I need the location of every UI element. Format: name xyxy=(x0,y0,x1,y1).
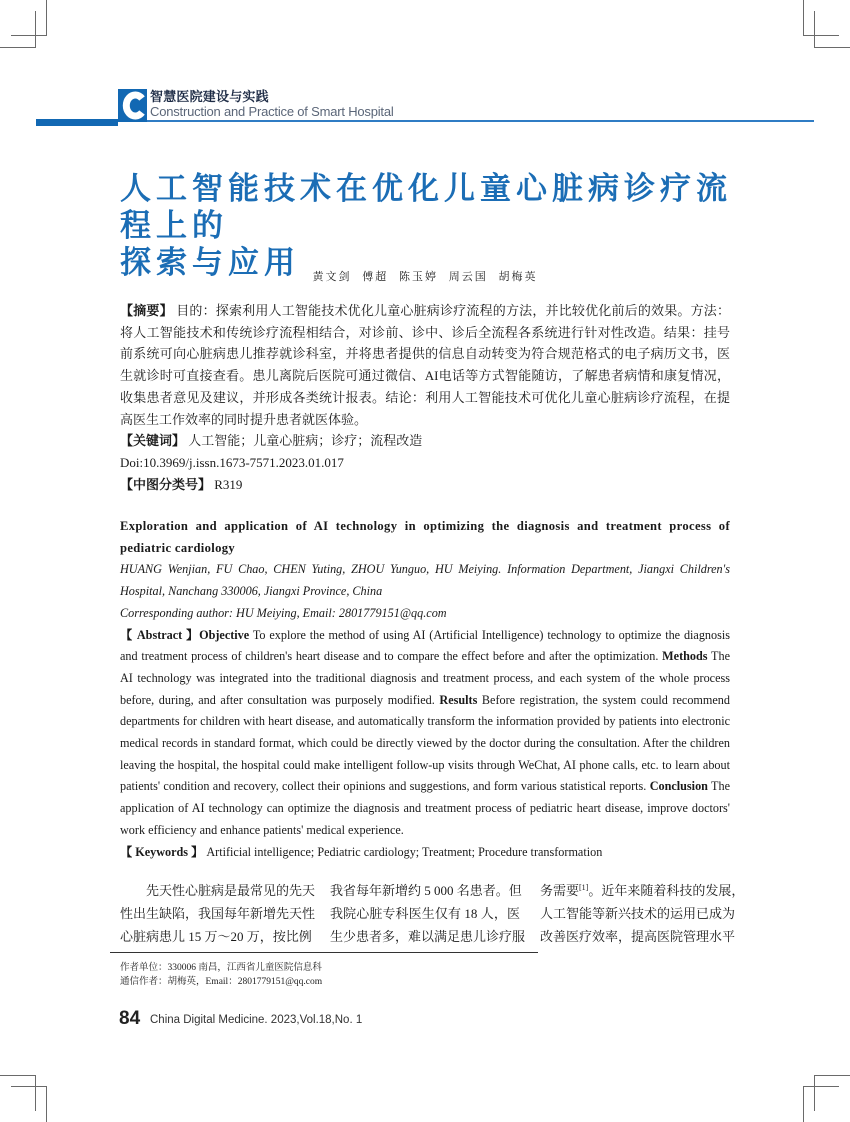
header-rule xyxy=(147,120,814,122)
english-abstract-body xyxy=(120,625,730,842)
crop-mark xyxy=(803,1086,839,1087)
english-keywords xyxy=(120,842,730,864)
body-column-2 xyxy=(330,879,526,948)
crop-mark xyxy=(803,0,804,36)
crop-mark xyxy=(814,47,850,48)
crop-mark xyxy=(11,35,47,36)
crop-mark xyxy=(814,1075,850,1076)
crop-mark xyxy=(11,1086,47,1087)
body-line: 我院心脏专科医生仅有 18 人，医 xyxy=(330,906,520,921)
abstract-label: 【摘要】 xyxy=(120,303,173,318)
section-title-en: Construction and Practice of Smart Hospital xyxy=(150,104,394,119)
objective-label: Objective xyxy=(199,627,250,642)
body-line: 人工智能等新兴技术的运用已成为 xyxy=(540,906,736,921)
methods-label: Methods xyxy=(662,649,708,664)
footnotes xyxy=(120,961,322,989)
clc-value: R319 xyxy=(211,476,243,492)
body-line: 生少患者多，难以满足患儿诊疗服 xyxy=(330,929,526,944)
conclusion-label: Conclusion xyxy=(649,779,708,794)
author-list: 黄文剑 傅超 陈玉婷 周云国 胡梅英 xyxy=(312,271,538,283)
header-accent-bar xyxy=(36,119,118,126)
section-logo xyxy=(118,89,147,122)
body-column-1 xyxy=(120,879,316,948)
article-title xyxy=(120,170,760,281)
crop-mark xyxy=(803,35,839,36)
keywords-en-label: 【 Keywords 】 xyxy=(120,844,204,859)
body-line: 我省每年新增约 5 000 名患者。但 xyxy=(330,883,522,898)
crop-mark xyxy=(814,11,815,47)
crop-mark xyxy=(0,47,36,48)
abstract-cn-body xyxy=(120,300,730,430)
abstract-cn xyxy=(120,300,730,495)
abstract-text: 目的：探索利用人工智能技术优化儿童心脏病诊疗流程的方法，并比较优化前后的效果。方法：将人工智能技术和传统诊疗流程相结合，对诊前、诊中、诊后全流程各系统进行针对性改造。结果：挂号前系统可向心脏病患儿推荐就诊科室，并将患者提供的信息自动转变为符合规范格式的电子病历文书，医生就诊时可直接查看。患儿离院后医院可通过微信、AI电话等方式智能随访，了解患者病情和康复情况，收集患者意见及建议，并形成各类统计报表。结论：利用人工智能技术可优化儿童心脏病诊疗流程，在提高医生工作效率的同时提升患者就医体验。 xyxy=(120,303,730,427)
crop-mark xyxy=(46,1086,47,1122)
doi: Doi:10.3969/j.issn.1673-7571.2023.01.017 xyxy=(120,454,344,470)
body-line: 心脏病患儿 15 万～20 万，按比例 xyxy=(120,929,312,944)
body-text: 务需要 xyxy=(540,883,580,898)
body-line xyxy=(540,879,745,902)
journal-citation: China Digital Medicine. 2023,Vol.18,No. 1 xyxy=(150,1014,363,1026)
body-line: 先天性心脏病是最常见的先天 xyxy=(146,883,316,898)
article-title-line1: 人工智能技术在优化儿童心脏病诊疗流程上的 xyxy=(120,171,732,243)
crop-mark xyxy=(0,1075,36,1076)
abstract-en-label: 【 Abstract 】 xyxy=(120,627,200,642)
methods-text: The AI technology was integrated into the traditional diagnosis and treatment process, and each system of the whole process before, during, and after consultation was purposely modified. xyxy=(120,649,730,707)
conclusion-text: The application of AI technology can optimize the diagnosis and treatment process of pediatric heart disease, improve doctors' work efficiency and enhance patients' medical experience. xyxy=(120,779,730,837)
english-title: Exploration and application of AI technology in optimizing the diagnosis and treatment process of pediatric cardiology xyxy=(120,519,730,555)
footnote-rule xyxy=(110,952,538,953)
section-title-cn: 智慧医院建设与实践 xyxy=(150,89,269,104)
keywords-en-text: Artificial intelligence; Pediatric cardiology; Treatment; Procedure transformation xyxy=(203,844,603,859)
clc-number xyxy=(120,474,730,496)
crop-mark xyxy=(35,11,36,47)
crop-mark xyxy=(803,1086,804,1122)
results-label: Results xyxy=(439,692,478,707)
citation-ref[interactable]: [1] xyxy=(579,883,589,892)
body-line: 性出生缺陷，我国每年新增先天性 xyxy=(120,906,316,921)
c-letter-icon xyxy=(118,89,147,122)
crop-mark xyxy=(46,0,47,36)
results-text: Before registration, the system could recommend departments for children with heart disease, and automatically transform the information provided by patients into electronic medical records in standard format, which could be directly viewed by the doctor during the consultation. After the children leaving the hospital, the hospital could make intelligent follow-up visits through WeChat, AI phone calls, etc. to learn about patients' condition and recovery, collect their opinions and suggestions, and form various statistical reports. xyxy=(120,692,730,794)
english-corresponding: Corresponding author: HU Meiying, Email: 2801779151@qq.com xyxy=(120,605,447,620)
crop-mark xyxy=(814,1075,815,1111)
keywords-text: 人工智能；儿童心脏病；诊疗；流程改造 xyxy=(185,433,423,449)
body-column-3 xyxy=(540,879,745,948)
keywords-label: 【关键词】 xyxy=(120,433,186,449)
footnote-affiliation: 作者单位：330006 南昌，江西省儿童医院信息科 xyxy=(120,963,322,973)
page-number: 84 xyxy=(119,1008,141,1029)
body-text: 。近年来随着科技的发展， xyxy=(588,883,745,898)
clc-label: 【中图分类号】 xyxy=(120,476,212,492)
keywords-cn xyxy=(120,430,730,452)
objective-text: To explore the method of using AI (Artificial Intelligence) technology to optimize the diagnosis and treatment process of children's heart disease and to compare the effect before and after the optimization. xyxy=(120,627,730,664)
abstract-en xyxy=(120,516,730,863)
english-authors: HUANG Wenjian, FU Chao, CHEN Yuting, ZHOU Yunguo, HU Meiying. Information Department, Jiangxi Children's Hospital, Nanchang 330006, Jiangxi Province, China xyxy=(120,562,730,599)
article-title-line2: 探索与应用 xyxy=(120,245,300,280)
footnote-corresponding: 通信作者：胡梅英，Email：2801779151@qq.com xyxy=(120,977,323,987)
body-line: 改善医疗效率，提高医院管理水平 xyxy=(540,929,736,944)
crop-mark xyxy=(35,1075,36,1111)
